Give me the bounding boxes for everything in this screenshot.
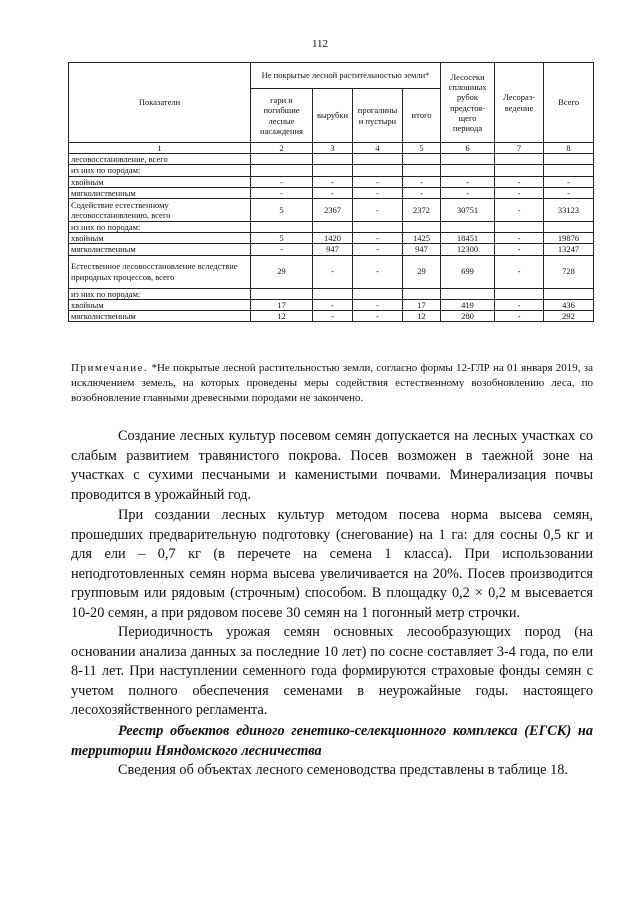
table-cell: 419 (441, 299, 495, 310)
table-cell: 1 (69, 143, 251, 154)
row-label: лесовосстановление, всего (69, 154, 251, 165)
note-text: *Не покрытые лесной растительностью земли, согласно формы 12-ГЛР на 01 января 2019, за исключением земель, на которых проведены меры содействия естественному возобновлению леса, по возобновление главными древесными породами не закончено. (71, 362, 593, 404)
table-row (69, 310, 594, 321)
table-cell: 12 (403, 310, 441, 321)
table-cell (495, 288, 544, 299)
row-label: из них по породам: (69, 165, 251, 176)
table-cell: 6 (441, 143, 495, 154)
table-cell (353, 165, 403, 176)
header-glades: прогалины и пустыри (353, 89, 403, 143)
header-total: Всего (544, 63, 594, 143)
table-cell (495, 154, 544, 165)
table-cell: - (495, 310, 544, 321)
section-heading: Реестр объектов единого генетико-селекционного комплекса (ЕГСК) на территории Няндомского лесничества (71, 723, 593, 759)
table-cell: 436 (544, 299, 594, 310)
note-label: Примечание. (71, 362, 149, 374)
table-cell (544, 221, 594, 232)
table-cell (544, 288, 594, 299)
table-row (69, 165, 594, 176)
table-cell (313, 154, 353, 165)
row-label: мягколиственным (69, 187, 251, 198)
row-label: мягколиственным (69, 244, 251, 255)
table-cell: - (495, 244, 544, 255)
table-cell: - (313, 187, 353, 198)
header-not-covered: Не покрытые лесной растительностью земли* (251, 63, 441, 89)
table-cell: - (251, 176, 313, 187)
table-row (69, 176, 594, 187)
table-cell (251, 165, 313, 176)
row-label: из них по породам: (69, 288, 251, 299)
table-cell (353, 154, 403, 165)
table-cell: - (353, 176, 403, 187)
table-cell: 17 (403, 299, 441, 310)
table-cell (313, 165, 353, 176)
table-cell: 2 (251, 143, 313, 154)
table-cell: - (441, 176, 495, 187)
table-cell: 30751 (441, 198, 495, 221)
table-cell: - (353, 233, 403, 244)
row-label: хвойным (69, 299, 251, 310)
table-cell (441, 288, 495, 299)
table-cell: 5 (251, 233, 313, 244)
table-cell: 29 (403, 255, 441, 288)
header-subtotal: итого (403, 89, 441, 143)
paragraph-seeding-rate: При создании лесных культур методом посева норма высева семян, прошедших предварительную подготовку (снегование) на 1 га: для сосны 0,5 кг и для ели – 0,7 кг (в перечете на семена 1 класса). При использовании неподготовленных семян норма высева увеличивается на 20%. Посев производится групповым или рядовым (строчным) способом. В площадку 0,2 × 0,2 м высевается 10-20 семян, а при рядовом посеве 30 семян на 1 погонный метр строчки. (71, 507, 593, 621)
table-cell: - (495, 187, 544, 198)
row-label: Естественное лесовосстановление вследствие природных процессов, всего (69, 255, 251, 288)
table-cell: 5 (251, 198, 313, 221)
table-cell: 12 (251, 310, 313, 321)
table-note (71, 361, 593, 406)
table-cell: - (353, 187, 403, 198)
table-cell: 13247 (544, 244, 594, 255)
table-cell (353, 288, 403, 299)
table-row (69, 233, 594, 244)
table-cell: - (251, 244, 313, 255)
table-cell: - (495, 233, 544, 244)
table-cell: - (544, 176, 594, 187)
table-cell: 33123 (544, 198, 594, 221)
table-cell: 947 (403, 244, 441, 255)
table-cell (313, 288, 353, 299)
table-cell (403, 165, 441, 176)
table-cell (353, 221, 403, 232)
header-reforestation: Лесораз-ведение (495, 63, 544, 143)
table-cell: - (353, 255, 403, 288)
row-label: хвойным (69, 233, 251, 244)
table-cell: - (313, 310, 353, 321)
table-cell: - (403, 176, 441, 187)
table-cell: - (251, 187, 313, 198)
table-cell: 280 (441, 310, 495, 321)
header-burned: гари и погибшие лесные насаждения (251, 89, 313, 143)
header-clearcut-areas: Лесосеки сплошных рубок предстоя-щего периода (441, 63, 495, 143)
table-cell: - (403, 187, 441, 198)
table-row (69, 198, 594, 221)
header-clearcuts: вырубки (313, 89, 353, 143)
table-cell (313, 221, 353, 232)
table-cell (441, 221, 495, 232)
table-row (69, 221, 594, 232)
table-cell (544, 154, 594, 165)
table-cell (251, 221, 313, 232)
table-cell: 728 (544, 255, 594, 288)
table-cell: 699 (441, 255, 495, 288)
table-cell: 18451 (441, 233, 495, 244)
table-cell: 4 (353, 143, 403, 154)
table-row (69, 288, 594, 299)
header-indicators: Показатели (69, 63, 251, 143)
table-cell: 29 (251, 255, 313, 288)
table-cell: 2372 (403, 198, 441, 221)
table-cell: 947 (313, 244, 353, 255)
table-cell: - (495, 176, 544, 187)
table-cell: 8 (544, 143, 594, 154)
table-cell: - (495, 198, 544, 221)
table-cell: 19876 (544, 233, 594, 244)
table-cell: 292 (544, 310, 594, 321)
table-cell (403, 221, 441, 232)
table-cell: 1420 (313, 233, 353, 244)
reforestation-table (68, 62, 594, 322)
table-cell: - (495, 299, 544, 310)
table-cell: 3 (313, 143, 353, 154)
table-cell (495, 221, 544, 232)
table-cell: - (441, 187, 495, 198)
table-cell: - (313, 255, 353, 288)
table-cell: - (353, 198, 403, 221)
table-cell: 2367 (313, 198, 353, 221)
table-cell: - (495, 255, 544, 288)
table-row (69, 244, 594, 255)
row-label: из них по породам: (69, 221, 251, 232)
table-cell: 7 (495, 143, 544, 154)
table-cell (441, 154, 495, 165)
table-cell: - (353, 299, 403, 310)
table-cell (544, 165, 594, 176)
table-cell: - (544, 187, 594, 198)
table-cell (495, 165, 544, 176)
page-number: 112 (311, 38, 329, 50)
row-label: Содействие естественному лесовосстановлению, всего (69, 198, 251, 221)
table-row (69, 255, 594, 288)
table-cell: 5 (403, 143, 441, 154)
table-cell: 1425 (403, 233, 441, 244)
table-cell: - (313, 176, 353, 187)
table-cell (403, 154, 441, 165)
table-row (69, 299, 594, 310)
table-cell: - (353, 244, 403, 255)
table-cell: 12300 (441, 244, 495, 255)
table-cell (251, 288, 313, 299)
table-row (69, 187, 594, 198)
table-cell: 17 (251, 299, 313, 310)
paragraph-sowing-conditions: Создание лесных культур посевом семян допускается на лесных участках со слабым развитием травянистого покрова. Посев возможен в таежной зоне на участках с сухими песчаными и каменистыми почвами. Минерализация почвы проводится в урожайный год. (71, 428, 593, 503)
table-cell: - (353, 310, 403, 321)
paragraph-final: Сведения об объектах лесного семеноводства представлены в таблице 18. (118, 762, 568, 778)
row-label: мягколиственным (69, 310, 251, 321)
table-cell (251, 154, 313, 165)
table-row (69, 154, 594, 165)
row-label: хвойным (69, 176, 251, 187)
table-cell (403, 288, 441, 299)
table-cell: - (313, 299, 353, 310)
table-index-row (69, 143, 594, 154)
paragraph-seed-periodicity: Периодичность урожая семян основных лесообразующих пород (на основании анализа данных за последние 10 лет) по сосне составляет 3-4 года, по ели 8-11 лет. При наступлении семенного года формируются страховые фонды семян с учетом полного обеспечения семенами в неурожайные годы. настоящего лесохозяйственного регламента. (71, 624, 593, 718)
table-cell (441, 165, 495, 176)
